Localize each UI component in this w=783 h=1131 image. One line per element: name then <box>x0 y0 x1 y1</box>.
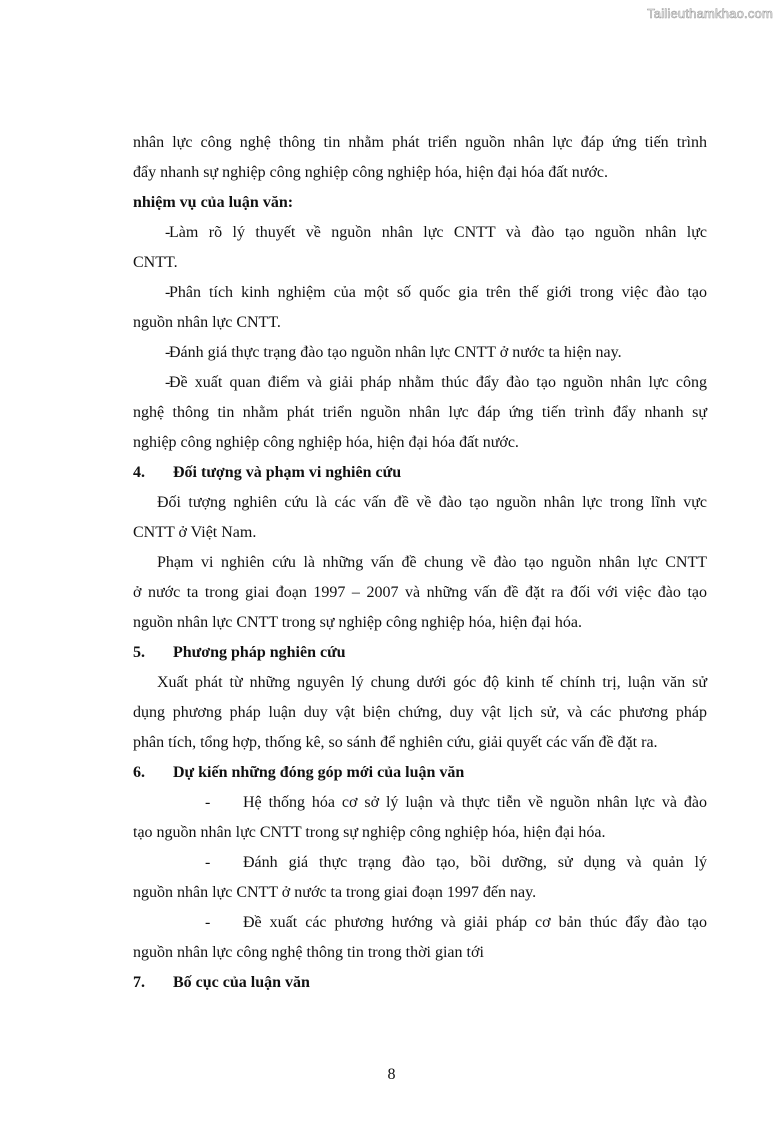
heading-text: Phương pháp nghiên cứu <box>173 644 346 661</box>
heading-text: Bố cục của luận văn <box>173 974 310 991</box>
paragraph-line: nguồn nhân lực CNTT. <box>133 314 281 331</box>
paragraph-line: đẩy nhanh sự nghiệp công nghiệp công nghiệp hóa, hiện đại hóa đất nước. <box>133 164 609 181</box>
bullet-dash: - <box>165 374 171 391</box>
heading-number: 5. <box>133 644 145 661</box>
paragraph-line: dụng phương pháp luận duy vật biện chứng, duy vật lịch sử, và các phương pháp <box>133 704 707 721</box>
section-heading-6 <box>133 758 707 788</box>
bullet-text: Hệ thống hóa cơ sở lý luận và thực tiễn về nguồn nhân lực và đào <box>243 794 707 811</box>
bullet-dash: - <box>165 284 171 301</box>
bullet-text: Đánh giá thực trạng đào tạo nguồn nhân lực CNTT ở nước ta hiện nay. <box>169 344 622 361</box>
bullet-item <box>133 848 707 878</box>
document-body <box>133 128 707 998</box>
bullet-text: Đề xuất quan điểm và giải pháp nhằm thúc đẩy đào tạo nguồn nhân lực công <box>169 374 707 391</box>
paragraph-line: Xuất phát từ những nguyên lý chung dưới góc độ kinh tế chính trị, luận văn sử <box>157 674 707 691</box>
paragraph-line: nguồn nhân lực công nghệ thông tin trong thời gian tới <box>133 944 484 961</box>
bullet-dash: - <box>205 854 211 871</box>
section-heading-7 <box>133 968 707 998</box>
bullet-item <box>133 338 707 368</box>
heading-number: 6. <box>133 764 145 781</box>
heading-number: 4. <box>133 464 145 481</box>
paragraph-line: nghiệp công nghiệp công nghiệp hóa, hiện đại hóa đất nước. <box>133 434 519 451</box>
bullet-dash: - <box>165 344 171 361</box>
bullet-text: Đề xuất các phương hướng và giải pháp cơ bản thúc đẩy đào tạo <box>243 914 707 931</box>
bullet-text: Làm rõ lý thuyết về nguồn nhân lực CNTT và đào tạo nguồn nhân lực <box>169 224 707 241</box>
paragraph-line: phân tích, tổng hợp, thống kê, so sánh để nghiên cứu, giải quyết các vấn đề đặt ra. <box>133 734 658 751</box>
paragraph-line: Đối tượng nghiên cứu là các vấn đề về đào tạo nguồn nhân lực trong lĩnh vực <box>157 494 707 511</box>
bullet-item <box>133 278 707 308</box>
heading-number: 7. <box>133 974 145 991</box>
paragraph-line: nghệ thông tin nhằm phát triển nguồn nhân lực đáp ứng tiến trình đẩy nhanh sự <box>133 404 707 421</box>
section-heading-4 <box>133 458 707 488</box>
bullet-dash: - <box>205 914 211 931</box>
bullet-text: Đánh giá thực trạng đào tạo, bồi dưỡng, sử dụng và quản lý <box>243 854 707 871</box>
paragraph-line: tạo nguồn nhân lực CNTT trong sự nghiệp công nghiệp hóa, hiện đại hóa. <box>133 824 606 841</box>
heading-text: Dự kiến những đóng góp mới của luận văn <box>173 764 465 781</box>
bullet-dash: - <box>165 224 171 241</box>
bullet-item <box>133 788 707 818</box>
watermark-text: Tailieuthamkhao.com <box>647 6 773 21</box>
bullet-item <box>133 908 707 938</box>
paragraph-line: Phạm vi nghiên cứu là những vấn đề chung về đào tạo nguồn nhân lực CNTT <box>157 554 707 571</box>
paragraph-line: nguồn nhân lực CNTT trong sự nghiệp công nghiệp hóa, hiện đại hóa. <box>133 614 582 631</box>
paragraph-line: CNTT. <box>133 254 178 271</box>
bullet-text: Phân tích kinh nghiệm của một số quốc gia trên thế giới trong việc đào tạo <box>169 284 707 301</box>
page-number: 8 <box>387 1066 396 1083</box>
paragraph-line: ở nước ta trong giai đoạn 1997 – 2007 và những vấn đề đặt ra đối với việc đào tạo <box>133 584 707 601</box>
subheading-tasks: nhiệm vụ của luận văn: <box>133 194 294 211</box>
section-heading-5 <box>133 638 707 668</box>
bullet-item <box>133 218 707 248</box>
paragraph-line: nhân lực công nghệ thông tin nhằm phát triển nguồn nhân lực đáp ứng tiến trình <box>133 134 707 151</box>
paragraph-line: nguồn nhân lực CNTT ở nước ta trong giai đoạn 1997 đến nay. <box>133 884 537 901</box>
heading-text: Đối tượng và phạm vi nghiên cứu <box>173 464 402 481</box>
bullet-dash: - <box>205 794 211 811</box>
paragraph-line: CNTT ở Việt Nam. <box>133 524 257 541</box>
bullet-item <box>133 368 707 398</box>
